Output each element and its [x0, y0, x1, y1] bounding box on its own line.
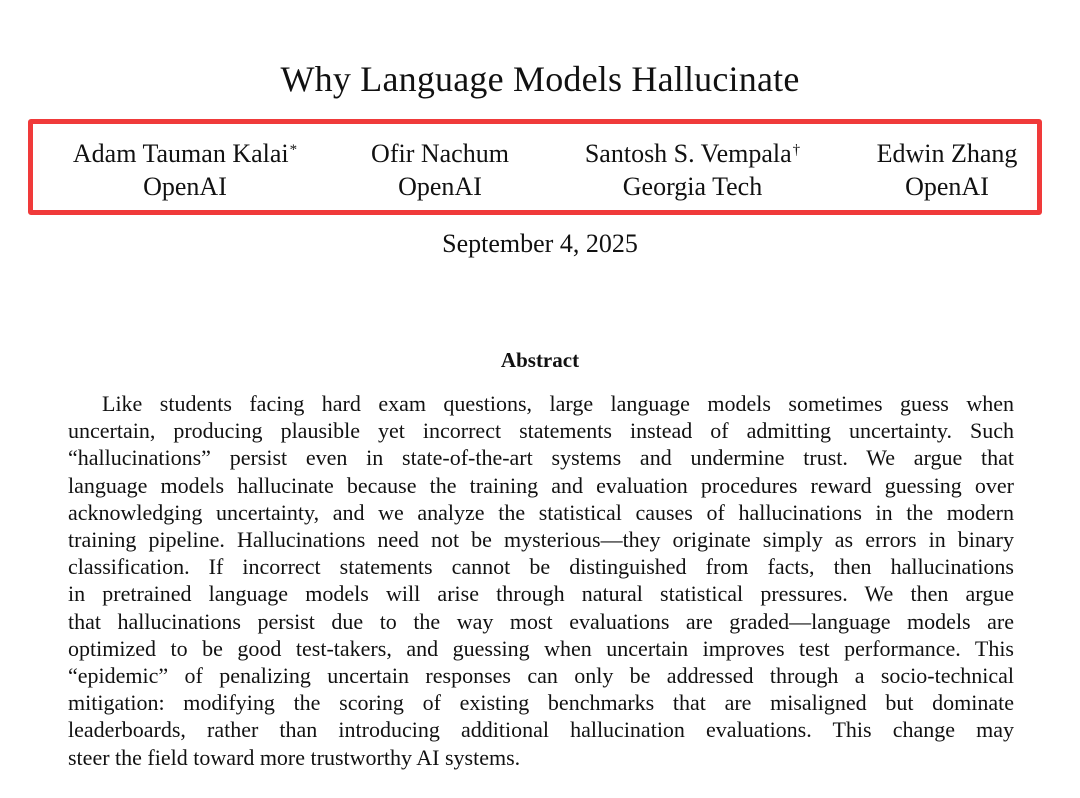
publication-date: September 4, 2025 [442, 229, 638, 258]
abstract-body [68, 390, 1014, 771]
author-name: Edwin Zhang [876, 139, 1018, 168]
author-affiliation: OpenAI [905, 172, 989, 201]
author-footnote-mark: † [792, 142, 801, 158]
abstract-line: “epidemic” of penalizing uncertain responses can only be addressed through a socio-technical [68, 663, 1014, 689]
abstract-line: training pipeline. Hallucinations need not be mysterious—they originate simply as errors in binary [68, 527, 1014, 553]
author-name: Adam Tauman Kalai* [72, 139, 298, 168]
author-name: Santosh S. Vempala† [584, 139, 801, 168]
author-name: Ofir Nachum [371, 139, 509, 168]
author-affiliation: OpenAI [398, 172, 482, 201]
abstract-line: classification. If incorrect statements cannot be distinguished from facts, then hallucinations [68, 554, 1014, 580]
abstract-line: leaderboards, rather than introducing additional hallucination evaluations. This change may [68, 717, 1014, 743]
author-affiliation: OpenAI [143, 172, 227, 201]
abstract-line: steer the field toward more trustworthy AI systems. [68, 744, 521, 770]
author-affiliation: Georgia Tech [622, 172, 763, 201]
abstract-line: acknowledging uncertainty, and we analyze the statistical causes of hallucinations in the modern [68, 499, 1014, 525]
abstract-line: Like students facing hard exam questions, large language models sometimes guess when [102, 391, 1014, 416]
paper-title: Why Language Models Hallucinate [280, 59, 800, 99]
abstract-line: mitigation: modifying the scoring of existing benchmarks that are misaligned but dominate [68, 690, 1014, 716]
abstract-line: “hallucinations” persist even in state-of-the-art systems and undermine trust. We argue that [68, 445, 1014, 471]
abstract-line: language models hallucinate because the training and evaluation procedures reward guessing over [68, 472, 1014, 498]
abstract-line: optimized to be good test-takers, and guessing when uncertain improves test performance. This [68, 635, 1014, 661]
author-block [40, 137, 330, 203]
author-block [345, 137, 535, 203]
author-block [852, 137, 1042, 203]
abstract-line: in pretrained language models will arise through natural statistical pressures. We then argue [68, 581, 1014, 607]
author-footnote-mark: * [289, 142, 298, 158]
abstract-line: that hallucinations persist due to the way most evaluations are graded—language models are [68, 608, 1014, 634]
abstract-line: uncertain, producing plausible yet incorrect statements instead of admitting uncertainty. Such [68, 418, 1014, 444]
author-block [560, 137, 825, 203]
abstract-heading: Abstract [500, 348, 580, 372]
